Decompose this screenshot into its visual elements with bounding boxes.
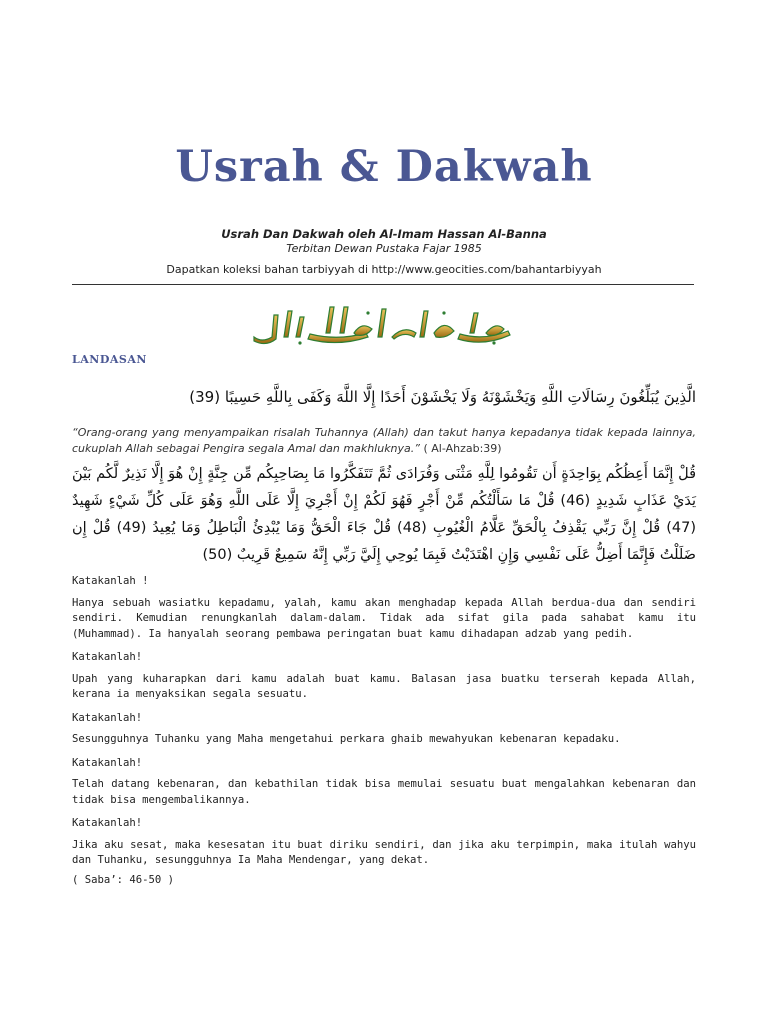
paragraph-label: Katakanlah ! xyxy=(72,575,149,587)
arabic-verse-saba: قُلْ إِنَّمَا أَعِظُكُم بِوَاحِدَةٍ أَن تَقُومُوا لِلَّهِ مَثْنَى وَفُرَادَى ثُمَّ تَتَفَكَّرُوا مَا بِصَاحِبِكُم مِّن جِنَّةٍ إِنْ هُوَ إِلَّا نَذِيرٌ لَّكُم بَيْنَ يَدَيْ عَذَابٍ شَدِيدٍ (46) قُلْ مَا سَأَلْتُكُم مِّنْ أَجْرٍ فَهُوَ لَكُمْ إِنْ أَجْرِيَ إِلَّا عَلَى اللَّهِ وَهُوَ عَلَى كُلِّ شَيْءٍ شَهِيدٌ (47) قُلْ إِنَّ رَبِّي يَقْذِفُ بِالْحَقِّ عَلَّامُ الْغُيُوبِ (48) قُلْ جَاءَ الْحَقُّ وَمَا يُبْدِئُ الْبَاطِلُ وَمَا يُعِيدُ (49) قُلْ إِن ضَلَلْتُ فَإِنَّمَا أَضِلُّ عَلَى نَفْسِي وَإِنِ اهْتَدَيْتُ فَبِمَا يُوحِي إِلَيَّ رَبِّي إِنَّهُ سَمِيعٌ قَرِيبٌ (50) xyxy=(72,466,696,563)
translation-reference: ( Al-Ahzab:39) xyxy=(419,442,502,455)
paragraph-text: Telah datang kebenaran, dan kebathilan tidak bisa memulai sesuatu buat mengalahkan kebenaran dan tidak bisa mengembalikannya. xyxy=(72,778,696,806)
paragraph-text: Hanya sebuah wasiatku kepadamu, yalah, kamu akan menghadap kepada Allah berdua-dua dan sendiri sendiri. Kemudian renungkanlah dalam-dalam. Tidak ada sifat gila pada sahabat kamu itu (Muhammad). Ia hanyalah seorang pembawa peringatan buat kamu dihadapan adzab yang pedih. xyxy=(72,596,696,640)
arabic-verse-ahzab: الَّذِينَ يُبَلِّغُونَ رِسَالَاتِ اللَّهِ وَيَخْشَوْنَهُ وَلَا يَخْشَوْنَ أَحَدًا إِلَّا اللَّهَ وَكَفَى بِاللَّهِ حَسِيبًا (39) xyxy=(189,388,696,406)
publisher-line: Terbitan Dewan Pustaka Fajar 1985 xyxy=(286,242,482,255)
document-title: Usrah & Dakwah xyxy=(175,142,593,192)
body-text xyxy=(72,574,696,896)
paragraph-label: Katakanlah! xyxy=(72,711,143,724)
section-heading: LANDASAN xyxy=(72,353,147,366)
bismillah-calligraphy xyxy=(248,303,520,347)
paragraph-text: Sesungguhnya Tuhanku yang Maha mengetahui perkara ghaib mewahyukan kebenaran kepadaku. xyxy=(72,733,621,745)
paragraph-label: Katakanlah! xyxy=(72,756,143,769)
paragraph-text: Jika aku sesat, maka kesesatan itu buat diriku sendiri, dan jika aku terpimpin, maka itulah wahyu dan Tuhanku, sesungguhnya Ia Maha Mendengar, yang dekat. xyxy=(72,838,696,866)
author-line: Usrah Dan Dakwah oleh Al-Imam Hassan Al-Banna xyxy=(221,227,547,241)
surah-reference: ( Saba’: 46-50 ) xyxy=(72,873,175,886)
source-line: Dapatkan koleksi bahan tarbiyyah di http://www.geocities.com/bahantarbiyyah xyxy=(166,263,602,276)
paragraph-text: Upah yang kuharapkan dari kamu adalah buat kamu. Balasan jasa buatku terserah kepada Allah, kerana ia menyaksikan segala sesuatu. xyxy=(72,672,696,700)
paragraph-label: Katakanlah! xyxy=(72,651,143,663)
verse-translation xyxy=(72,425,696,457)
translation-text: “Orang-orang yang menyampaikan risalah Tuhannya (Allah) dan takut hanya kepadanya tidak kepada lainnya, cukuplah Allah sebagai Pengira segala Amal dan makhluknya.” xyxy=(72,426,696,455)
paragraph-label: Katakanlah! xyxy=(72,817,143,829)
header-divider xyxy=(72,284,694,285)
